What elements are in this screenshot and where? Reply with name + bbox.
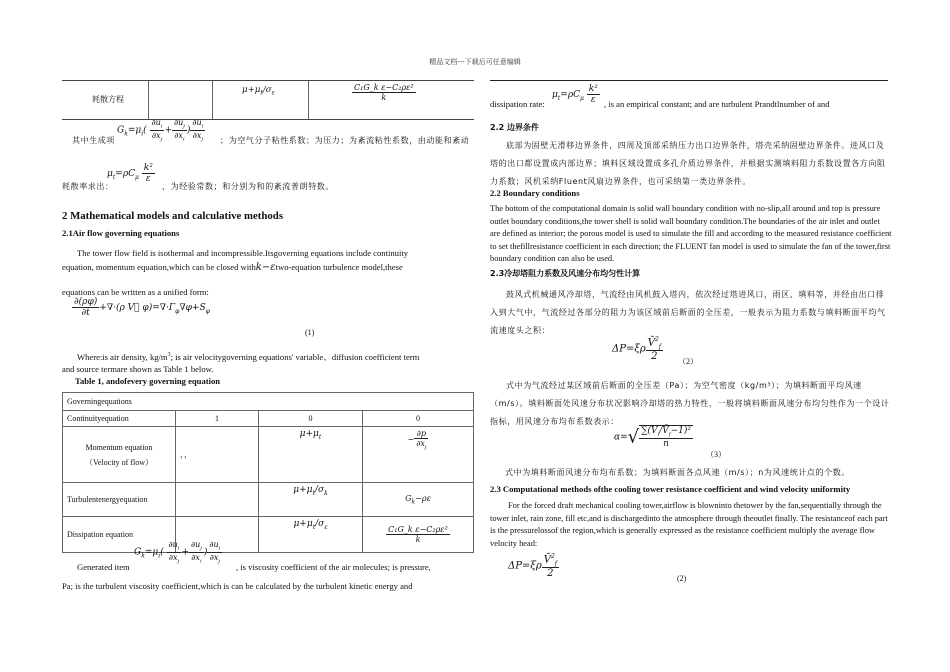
gk-label-cn: 其中生成项 xyxy=(72,136,115,145)
last-line-left: Pa; is the turbulent viscosity coefficient,which is can be calculated by the turbulent kinetic energy and xyxy=(62,581,413,591)
equation-3-number: （3） xyxy=(706,450,726,459)
table-cell: $\mu+\mu_t/\sigma_k$ xyxy=(259,483,363,517)
dissip-label-en: dissipation rate: xyxy=(490,99,545,109)
table-cell xyxy=(176,483,259,517)
table-row xyxy=(63,411,474,427)
s23-cn-para-3: 式中为填料断面风速分布均布系数；为填料断面各点风速（m/s）；n为风速统计点的个数。 xyxy=(505,468,850,477)
equation-3: α=√ $\frac{\sum(V_i/V̄_f-1)^2}{n}$ xyxy=(614,426,691,449)
section-2-title: 2 Mathematical models and calculative methods xyxy=(62,210,284,222)
top-table-divider-2 xyxy=(212,81,213,119)
section-2-1-title: 2.1Air flow governing equations xyxy=(62,228,180,238)
mut-desc-cn: ，为经验常数；和分别为和的紊流普朗特数。 xyxy=(162,182,334,191)
table-cell: Continuityequation xyxy=(63,411,176,427)
section-2-2-cn-title: 2.2 边界条件 xyxy=(490,123,539,132)
table-cell: $\frac{\text{C₁G\_k ε−C₂ρε²}}{k}$ xyxy=(363,517,474,553)
section-2-3-title: 2.3 Computational methods ofthe cooling tower resistance coefficient and wind velocity uniformity xyxy=(490,484,851,494)
table-cell: Turbulentenergyequation xyxy=(63,483,176,517)
s22-cn-para: 底部为固壁无滑移边界条件，四周及顶部采纳压力出口边界条件，塔壳采纳固壁边界条件。进风口及塔的出口都设置成内部边界；填料区域设置成多孔介质边界条件，并根据实测填料阻力系数设置各方向阻力系数；风机采纳Fluent风扇边界条件，也可采纳第一类边界条件。 xyxy=(490,141,886,186)
top-table-source: $\frac{\text{C₁G\_k ε−C₂ρε²}}{k}$ xyxy=(354,83,414,102)
dissip-desc-en: , is an empirical constant; and are turbulent Prandtlnumber of and xyxy=(604,99,830,109)
section-2-2-title: 2.2 Boundary conditions xyxy=(490,188,580,198)
table-row xyxy=(63,483,474,517)
page-header: 精品文档---下载后可任意编辑 xyxy=(429,58,521,66)
table-cell: $\mu+\mu_t/\sigma_\varepsilon$ xyxy=(259,517,363,553)
top-table-divider-3 xyxy=(308,81,309,119)
where-para-line1: Where:is air density, $kg/m^3$; is air velocitygoverning equations' variable、diffusion coefficient term xyxy=(77,351,420,362)
s23-cn-para-2: 式中为气流经过某区域前后断面的全压差（Pa）；为空气密度（kg/m³）；为填料断面平均风速（m/s）。填料断面处风速分布状况影响冷却塔的热力特性，一般将填料断面风速分布均匀性作为一个设计指标，用风速分布均布系数表示： xyxy=(490,381,890,426)
top-table-divider-1 xyxy=(148,81,149,119)
mut-formula-cn: $\mu_t=\rho C_\mu$ $\frac{\text{k²}}{\varepsilon}$ xyxy=(107,163,153,184)
table-cell: 1 xyxy=(176,411,259,427)
table-cell: ，， xyxy=(176,427,259,483)
gk-desc-cn: ；为空气分子粘性系数；为压力；为紊流粘性系数，由动能和紊动 xyxy=(220,136,470,145)
right-top-rule xyxy=(490,80,888,81)
table-cell: $G_k-\rho\varepsilon$ xyxy=(363,483,474,517)
s23-cn-para: 鼓风式机械通风冷却塔，气流经由风机鼓入塔内，依次经过塔进风口，雨区、填料等，并经由出口排入到大气中，气流经过各部分的阻力为该区域前后断面的全压差，一般表示为阻力系数与填料断面平均气流速度头之积： xyxy=(490,290,886,335)
equation-1: $\frac{\partial(\rho\varphi)}{\partial t}$ +∇·(ρ V⃗ $\varphi)=\nabla\cdot\Gamma_\varphi\nabla\varphi+S_\varphi$ xyxy=(74,297,210,318)
s21-para-line3: equations can be written as a unified form: xyxy=(62,287,209,297)
equation-1-number: (1) xyxy=(305,328,315,337)
table-cell: Dissipation equation xyxy=(63,517,176,553)
table-cell: $\mu+\mu_t$ xyxy=(259,427,363,483)
section-2-3-cn-title: 2.3冷却塔阻力系数及风速分布均匀性计算 xyxy=(490,269,641,278)
s21-para-line2: equation, momentum equation,which can be closed withk−εtwo-equation turbulence model,these xyxy=(62,262,403,273)
mut-formula-en: $\mu_t=\rho C_\mu$ $\frac{\text{k²}}{\varepsilon}$ xyxy=(552,84,598,105)
equation-2-cn-number: （2） xyxy=(678,357,698,366)
table-row xyxy=(63,393,474,411)
equation-2-cn: ΔP=ξρ $\frac{V̄^2_f}{2}$ xyxy=(612,336,662,363)
table-cell: 0 xyxy=(259,411,363,427)
where-para-line2: and source termare shown as Table 1 below. xyxy=(62,364,214,374)
top-table-diffusion: $\mu+\mu_t/\sigma_\varepsilon$ xyxy=(242,85,275,97)
table-row xyxy=(63,517,474,553)
gk-desc-en: , is viscosity coefficient of the air molecules; is pressure, xyxy=(236,562,431,572)
top-table-label: 耗散方程 xyxy=(92,95,124,104)
table-cell: 0 xyxy=(363,411,474,427)
table-1-title: Table 1, andofevery governing equation xyxy=(75,376,221,386)
table-row xyxy=(63,427,474,483)
gk-formula-en: $G_k=\mu_i$( $\frac{\partial u_i}{\partial x_j}$ + $\frac{\partial u_j}{\partial x_i}$ ) $\frac{\partial u_i}{\partial x_j}$ xyxy=(134,540,221,565)
table-head-cell: Governingequations xyxy=(63,393,474,411)
table-cell: − $\frac{\partial p}{\partial x_j}$ xyxy=(363,427,474,483)
mut-label-cn: 耗散率求出： xyxy=(62,182,114,191)
gk-formula-cn: $G_k=\mu_i$( $\frac{\partial u_i}{\partial x_j}$ + $\frac{\partial u_j}{\partial x_i}$ ) $\frac{\partial u_i}{\partial x_j}$ xyxy=(117,118,204,143)
gk-label-en: Generated item xyxy=(77,562,130,572)
s22-para: The bottom of the computational domain is solid wall boundary condition with no-slip,all around and top is pressure outlet boundary conditions,the tower shell is solid wall boundary condition.The boundaries of the air inlet and outlet are defined as interior; the porous model is used to simulate the fill and according to the measured resistance coefficient to set thefillresistance coefficient in each direction; the FLUENT fan model is used to simulate the fan of the tower,first boundary condition can also be used. xyxy=(490,204,892,264)
table-1 xyxy=(62,392,474,553)
s23-para: For the forced draft mechanical cooling tower,airflow is blowninto thetower by the fan,sequentially through the tower inlet, rain zone, fill etc,and is dischargedinto the atmosphere through theoutlet finally. The resistanceof each part is the pressurelossof the region,which is generally expressed as the resistance coefficient multiply the average flow velocity head: xyxy=(490,501,888,548)
equation-2-en-number: (2) xyxy=(677,574,687,583)
top-table-fragment xyxy=(62,80,474,120)
equation-2-en: ΔP=ξρ $\frac{V̄^2_f}{2}$ xyxy=(508,553,558,580)
table-cell: Momentum equation（Velocity of flow） xyxy=(63,427,176,483)
s21-para-line1: The tower flow field is isothermal and incompressible.Itsgoverning equations include continuity xyxy=(77,248,409,258)
